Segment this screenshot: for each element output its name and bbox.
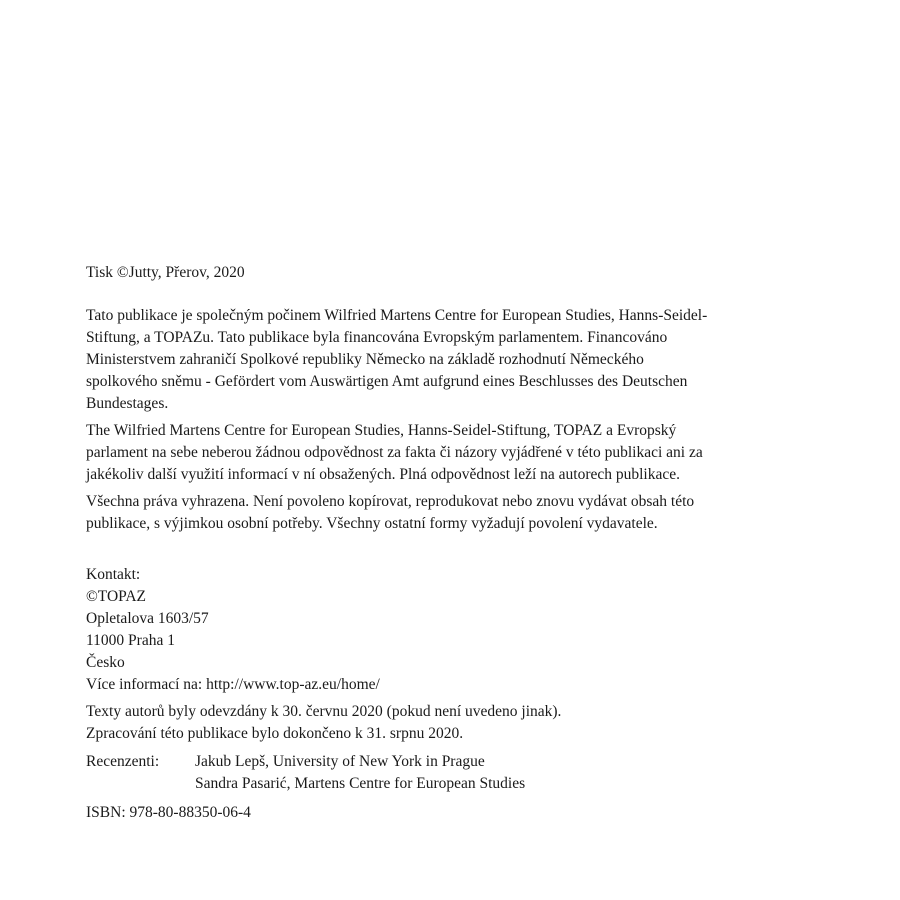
disclaimer-paragraph [86,420,826,486]
paragraph-line: Stiftung, a TOPAZu. Tato publikace byla financována Evropským parlamentem. Financováno [86,329,668,346]
paragraph-line: spolkového sněmu - Gefördert vom Auswärtigen Amt aufgrund eines Beschlusses des Deutschen [86,373,688,390]
contact-block [86,564,826,696]
reviewers-label: Recenzenti: [86,753,160,770]
paragraph-line: The Wilfried Martens Centre for European Studies, Hanns-Seidel-Stiftung, TOPAZ a Evropský [86,422,677,439]
paragraph-line: Ministerstvem zahraničí Spolkové republiky Německo na základě rozhodnutí Německého [86,351,644,368]
submitted-date: Texty autorů byly odevzdány k 30. červnu 2020 (pokud není uvedeno jinak). [86,703,562,720]
isbn: ISBN: 978-80-88350-06-4 [86,804,251,821]
contact-street: Opletalova 1603/57 [86,610,209,627]
reviewer-name: Jakub Lepš, University of New York in Prague [195,753,485,770]
imprint-page [86,262,826,824]
paragraph-line: Bundestages. [86,395,169,412]
dates-block [86,701,826,745]
contact-country: Česko [86,654,125,671]
contact-more-info: Více informací na: http://www.top-az.eu/home/ [86,676,380,693]
paragraph-line: parlament na sebe neberou žádnou odpovědnost za fakta či názory vyjádřené v této publikaci ani za [86,444,703,461]
paragraph-line: Tato publikace je společným počinem Wilfried Martens Centre for European Studies, Hanns-Seidel- [86,307,708,324]
contact-city: 11000 Praha 1 [86,632,175,649]
funding-paragraph [86,305,826,415]
print-info: Tisk ©Jutty, Přerov, 2020 [86,264,245,281]
contact-label: Kontakt: [86,566,141,583]
paragraph-line: Všechna práva vyhrazena. Není povoleno kopírovat, reprodukovat nebo znovu vydávat obsah této [86,493,695,510]
rights-paragraph [86,491,826,535]
reviewers-block [86,751,826,795]
contact-org: ©TOPAZ [86,588,147,605]
reviewer-name: Sandra Pasarić, Martens Centre for European Studies [195,775,526,792]
reviewers-list [195,751,525,795]
completed-date: Zpracování této publikace bylo dokončeno k 31. srpnu 2020. [86,725,464,742]
paragraph-line: publikace, s výjimkou osobní potřeby. Všechny ostatní formy vyžadují povolení vydavatele. [86,515,658,532]
paragraph-line: jakékoliv další využití informací v ní obsažených. Plná odpovědnost leží na autorech publikace. [86,466,680,483]
